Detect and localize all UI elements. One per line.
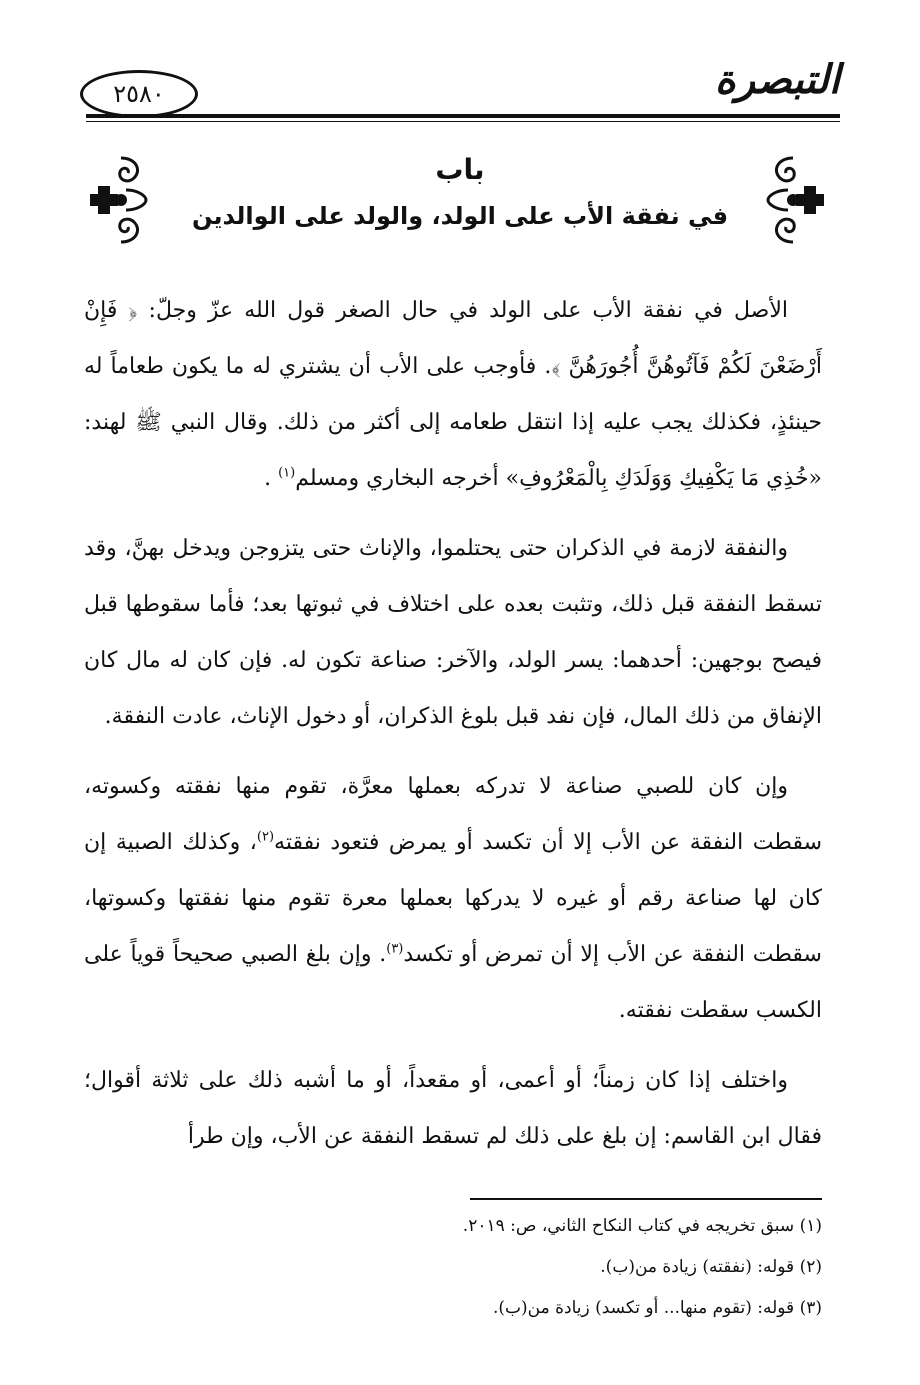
paragraph-text: . وإن بلغ الصبي صحيحاً قوياً على الكسب سقطت نفقته. [84, 942, 822, 1023]
page-header [80, 48, 840, 128]
chapter-label: باب [435, 153, 485, 186]
header-rule-thin [86, 121, 840, 122]
main-text [84, 283, 822, 1179]
flourish-ornament-left-icon [86, 150, 156, 250]
paragraph [84, 759, 822, 1039]
footnotes [102, 1206, 822, 1329]
footnote-ref: (٣) [386, 941, 404, 957]
footnote: (٢) قوله: (نفقته) زيادة من(ب). [600, 1257, 822, 1277]
footnote: (١) سبق تخريجه في كتاب النكاح الثاني، ص: ٢٠١٩. [462, 1216, 822, 1236]
page-number: ٢٥٨٠ [80, 70, 198, 118]
paragraph: واختلف إذا كان زمناً؛ أو أعمى، أو مقعداً، أو ما أشبه ذلك على ثلاثة أقوال؛ فقال ابن القاسم: إن بلغ على ذلك لم تسقط النفقة عن الأب، وإن طرأ [84, 1068, 822, 1149]
chapter-heading [180, 150, 740, 236]
footnote-ref: (٢) [256, 829, 275, 845]
book-title: التبصرة [714, 56, 840, 103]
footnote-separator [470, 1198, 822, 1200]
footnote: (٣) قوله: (تقوم منها... أو تكسد) زيادة من(ب). [493, 1298, 822, 1318]
paragraph-text: وإن كان للصبي صناعة لا تدركه بعملها معرَّة، تقوم منها نفقته وكسوته، سقطت النفقة عن الأب إلا أن تكسد أو يمرض فتعود نفقته [84, 774, 822, 855]
footnote-ref: (١) [278, 465, 296, 481]
paragraph: والنفقة لازمة في الذكران حتى يحتلموا، والإناث حتى يتزوجن ويدخل بهنَّ، وقد تسقط النفقة قبل ذلك، وتثبت بعده على اختلاف في ثبوتها بعد؛ فأما سقوطها قبل فيصح بوجهين: أحدهما: يسر الولد، والآخر: صناعة تكون له. فإن كان له مال كان الإنفاق من ذلك المال، فإن نفد قبل بلوغ الذكران، أو دخول الإناث، عادت النفقة. [84, 536, 822, 729]
header-rule [86, 114, 840, 118]
chapter-title: في نفقة الأب على الولد، والولد على الوالدين [191, 202, 729, 230]
paragraph-text: الأصل في نفقة الأب على الولد في حال الصغر قول الله عزّ وجلّ: ﴿ فَإِنْ أَرْضَعْنَ لَكُمْ فَآتُوهُنَّ أُجُورَهُنَّ ﴾. فأوجب على الأب أن يشتري له ما يكون طعاماً له حينئذٍ، فكذلك يجب عليه إذا انتقل طعامه إلى أكثر من ذلك. وقال النبي ﷺ لهند: «خُذِي مَا يَكْفِيكِ وَوَلَدَكِ بِالْمَعْرُوفِ» أخرجه البخاري ومسلم [84, 298, 822, 491]
paragraph: الأصل في نفقة الأب على الولد في حال الصغر قول الله عزّ وجلّ: ﴿ فَإِنْ أَرْضَعْنَ لَكُمْ فَآتُوهُنَّ أُجُورَهُنَّ ﴾. فأوجب على الأب أن يشتري له ما يكون طعاماً له حينئذٍ، فكذلك يجب عليه إذا انتقل طعامه إلى أكثر من ذلك. وقال النبي ﷺ لهند: «خُذِي مَا يَكْفِيكِ وَوَلَدَكِ بِالْمَعْرُوفِ» أخرجه البخاري ومسلم$^{(١)}$ . [84, 298, 822, 491]
paragraph-text: ، وكذلك الصبية إن كان لها صناعة رقم أو غيره لا يدركها بعملها معرة تقوم منها نفقتها وكسوتها، سقطت النفقة عن الأب إلا أن تمرض أو تكسد [84, 830, 822, 967]
flourish-ornament-right-icon [758, 150, 828, 250]
